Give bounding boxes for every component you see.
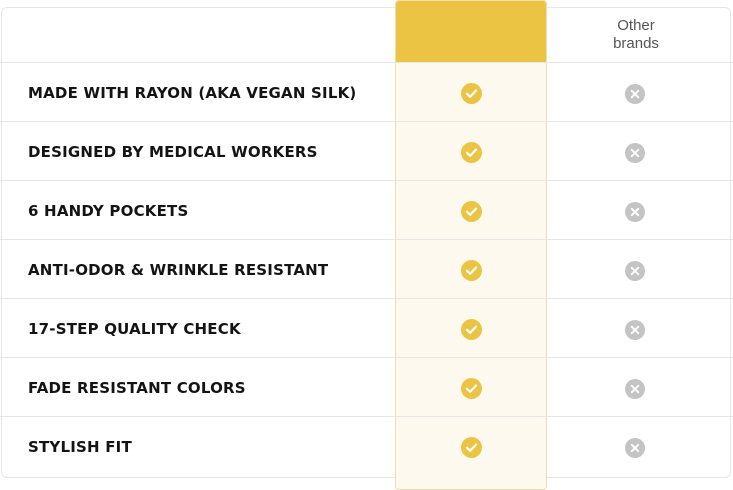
table-row (0, 180, 733, 239)
other-brands-header-line1: Other (617, 17, 655, 34)
feature-label: 6 HANDY POCKETS (28, 202, 189, 220)
cross-icon (625, 379, 645, 399)
cross-icon (625, 84, 645, 104)
table-header-row (0, 0, 733, 62)
check-icon (461, 83, 482, 104)
table-row (0, 298, 733, 357)
cross-icon (625, 261, 645, 281)
table-row (0, 121, 733, 180)
table-row (0, 239, 733, 298)
feature-label: 17-STEP QUALITY CHECK (28, 320, 241, 338)
check-icon (461, 378, 482, 399)
check-icon (461, 260, 482, 281)
table-row (0, 62, 733, 121)
cross-icon (625, 320, 645, 340)
feature-label: DESIGNED BY MEDICAL WORKERS (28, 143, 318, 161)
feature-label: FADE RESISTANT COLORS (28, 379, 246, 397)
cross-icon (625, 438, 645, 458)
check-icon (461, 201, 482, 222)
other-brands-header-line2: brands (613, 35, 659, 52)
feature-label: MADE WITH RAYON (AKA VEGAN SILK) (28, 84, 357, 102)
cross-icon (625, 143, 645, 163)
table-row (0, 357, 733, 416)
check-icon (461, 319, 482, 340)
table-body (0, 62, 733, 474)
other-brands-header (548, 17, 724, 53)
feature-label: ANTI-ODOR & WRINKLE RESISTANT (28, 261, 329, 279)
check-icon (461, 142, 482, 163)
table-row (0, 416, 733, 474)
cross-icon (625, 202, 645, 222)
feature-label: STYLISH FIT (28, 438, 132, 456)
check-icon (461, 437, 482, 458)
